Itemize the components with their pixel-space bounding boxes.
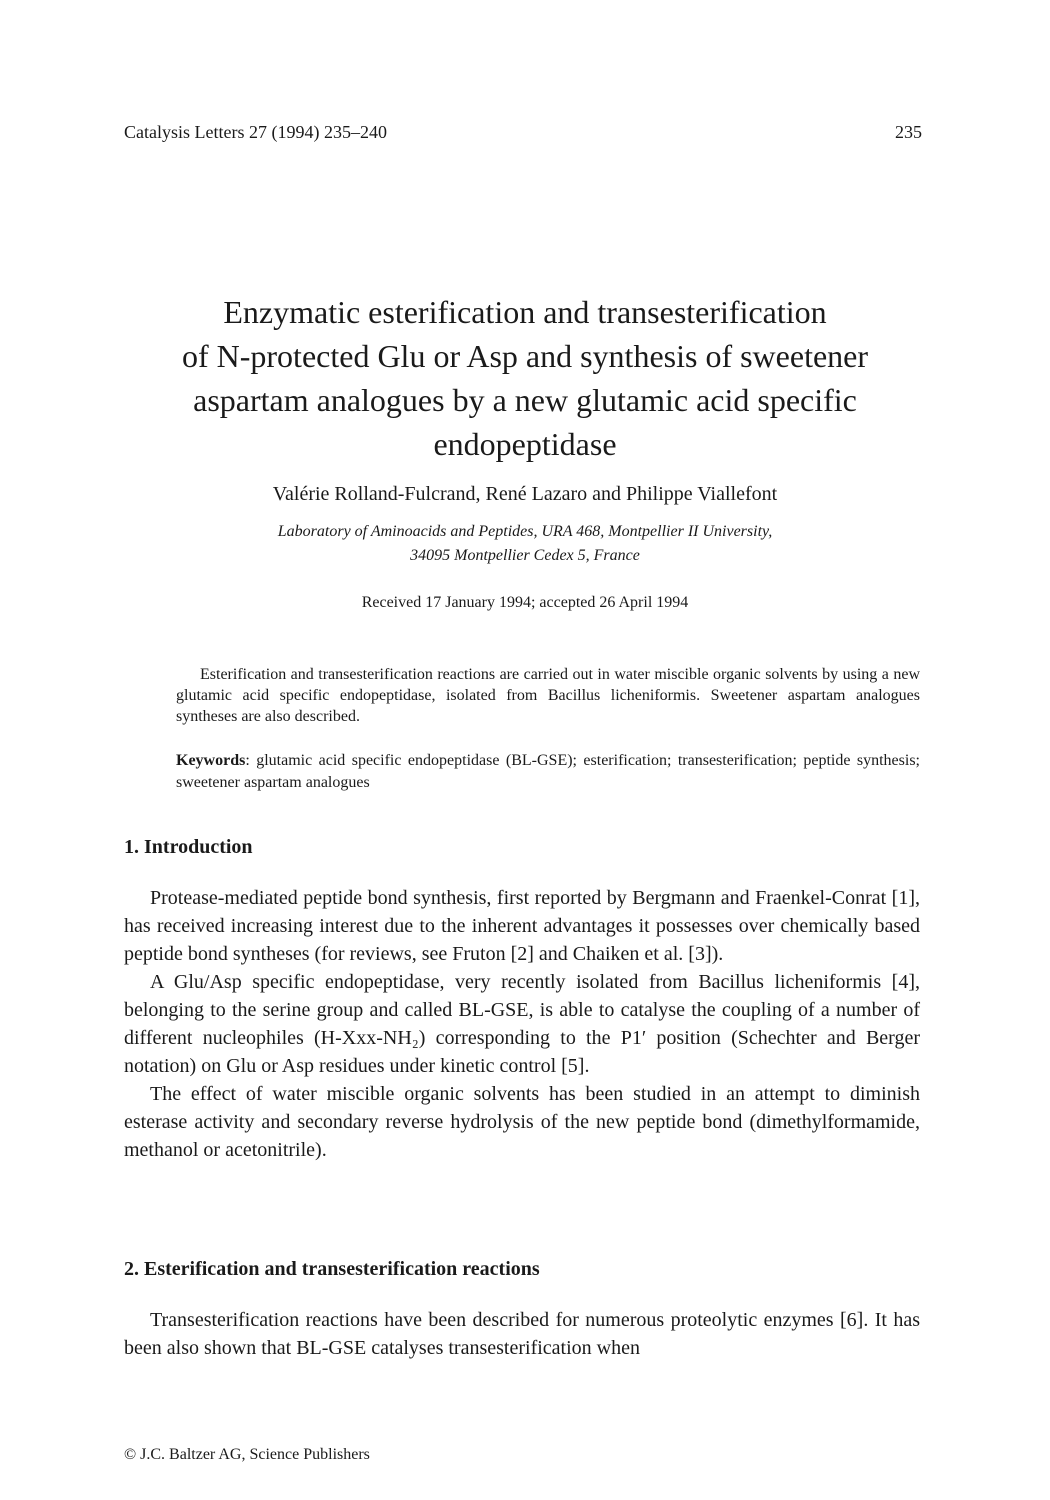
author-list: Valérie Rolland-Fulcrand, René Lazaro and Philippe Viallefont xyxy=(272,483,778,505)
paragraph: Transesterification reactions have been described for numerous proteolytic enzymes [6]. It has been also shown that BL-GSE catalyses transesterification when xyxy=(124,1309,920,1359)
title-line: aspartam analogues by a new glutamic acid specific xyxy=(193,382,857,418)
journal-citation: Catalysis Letters 27 (1994) 235–240 xyxy=(124,122,387,142)
paragraph: Protease-mediated peptide bond synthesis, first reported by Bergmann and Fraenkel-Conrat [1], has received increasing interest due to the inherent advantages it possesses over chemically based peptide bond syntheses (for reviews, see Fruton [2] and Chaiken et al. [3]). xyxy=(124,887,920,965)
title-line: of N-protected Glu or Asp and synthesis of sweetener xyxy=(181,338,869,374)
section-heading-esterification: 2. Esterification and transesterification reactions xyxy=(124,1258,540,1280)
section-heading-introduction: 1. Introduction xyxy=(124,836,253,858)
affiliation-line: 34095 Montpellier Cedex 5, France xyxy=(410,547,640,564)
page-number: 235 xyxy=(895,122,922,142)
paragraph: A Glu/Asp specific endopeptidase, very recently isolated from Bacillus licheniformis [4], belonging to the serine group and called BL-GSE, is able to catalyse the coupling of a number of different nucleophiles (H-Xxx-NH₂) corresponding to the P1′ position (Schechter and Berger notation) on Glu or Asp residues under kinetic control [5]. xyxy=(124,971,920,1077)
abstract: Esterification and transesterification reactions are carried out in water miscible organic solvents by using a new glutamic acid specific endopeptidase, isolated from Bacillus licheniformis. Sweetener aspartam analogues syntheses are also described. xyxy=(176,666,920,725)
introduction-body xyxy=(124,884,920,1164)
title-line: Enzymatic esterification and transesterification xyxy=(223,294,827,330)
keywords-label: Keywords xyxy=(176,752,246,769)
running-head xyxy=(124,122,922,143)
title-line: endopeptidase xyxy=(433,426,617,462)
paper-title xyxy=(120,290,930,466)
affiliation-line: Laboratory of Aminoacids and Peptides, URA 468, Montpellier II University, xyxy=(277,523,773,540)
keywords xyxy=(176,750,920,794)
paragraph: The effect of water miscible organic solvents has been studied in an attempt to diminish esterase activity and secondary reverse hydrolysis of the new peptide bond (dimethylformamide, methanol or acetonitrile). xyxy=(124,1083,920,1161)
esterification-body xyxy=(124,1306,920,1362)
keywords-text: : glutamic acid specific endopeptidase (BL-GSE); esterification; transesterification; peptide synthesis; sweetener aspartam analogues xyxy=(176,752,920,791)
affiliation xyxy=(120,520,930,568)
received-dates: Received 17 January 1994; accepted 26 April 1994 xyxy=(361,594,689,611)
publisher-footer: © J.C. Baltzer AG, Science Publishers xyxy=(124,1446,370,1463)
